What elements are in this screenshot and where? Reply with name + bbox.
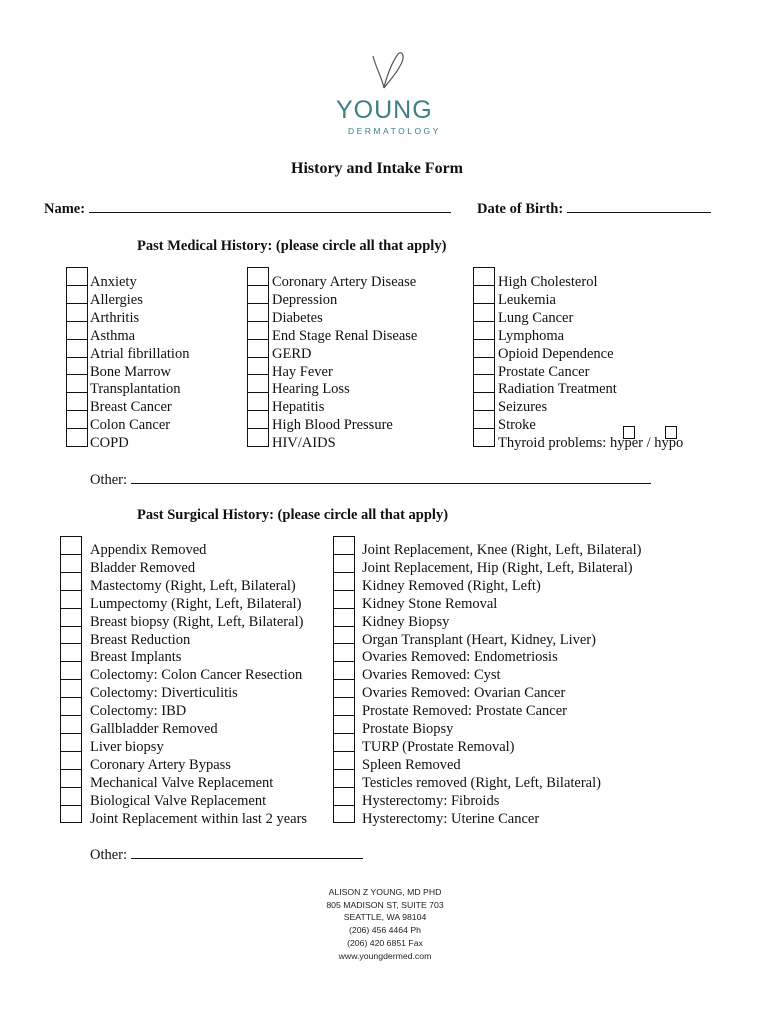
medical-col2-checkbox[interactable]	[247, 285, 269, 303]
surgical-col2-item: Prostate Removed: Prostate Cancer	[362, 703, 567, 720]
surgical-col2-checkbox[interactable]	[333, 679, 355, 697]
surgical-col1-checkbox[interactable]	[60, 751, 82, 769]
medical-col2-checkbox[interactable]	[247, 321, 269, 339]
surgical-col2-item: Ovaries Removed: Ovarian Cancer	[362, 685, 566, 702]
medical-col1-item: Anxiety	[90, 274, 137, 290]
surgical-col1-item: Liver biopsy	[90, 738, 164, 755]
surgical-col2-checkbox[interactable]	[333, 733, 355, 751]
surgical-col1-checkbox[interactable]	[60, 590, 82, 608]
form-title: History and Intake Form	[291, 160, 463, 177]
medical-col2-item: Hepatitis	[272, 399, 325, 416]
hyper-checkbox[interactable]	[623, 426, 635, 439]
surgical-col2-item: Kidney Removed (Right, Left)	[362, 577, 541, 594]
medical-col3-checkbox[interactable]	[473, 303, 495, 321]
footer-line: (206) 420 6851 Fax	[347, 937, 423, 948]
medical-col3-checkbox[interactable]	[473, 339, 495, 357]
surgical-col1-item: Colectomy: Colon Cancer Resection	[90, 667, 303, 684]
surgical-col1-item: Lumpectomy (Right, Left, Bilateral)	[90, 595, 302, 612]
surgical-col1-item: Biological Valve Replacement	[90, 792, 267, 809]
medical-col2-item: Hay Fever	[272, 363, 333, 380]
surgical-col1-item: Mastectomy (Right, Left, Bilateral)	[90, 577, 296, 594]
medical-col3-item: Leukemia	[498, 291, 556, 308]
surgical-col1-item: Coronary Artery Bypass	[90, 756, 231, 773]
medical-col3-checkbox[interactable]	[473, 357, 495, 375]
surgical-col2	[362, 542, 641, 829]
surgical-col2-checkbox[interactable]	[333, 661, 355, 679]
medical-other-label: Other:	[90, 472, 128, 488]
medical-col3-item: Lymphoma	[498, 327, 565, 344]
medical-col3-item: Prostate Cancer	[498, 363, 590, 380]
footer-line: SEATTLE, WA 98104	[343, 912, 427, 923]
medical-col2-item: Coronary Artery Disease	[272, 274, 417, 290]
medical-col1-checkbox[interactable]	[66, 428, 88, 446]
surgical-col2-checkbox[interactable]	[333, 590, 355, 608]
medical-col1-item: Atrial fibrillation	[90, 345, 190, 362]
surgical-col1-checkbox[interactable]	[60, 787, 82, 805]
surgical-col2-checkbox[interactable]	[333, 554, 355, 572]
surgical-col2-checkbox[interactable]	[333, 787, 355, 805]
surgical-col2-checkbox[interactable]	[333, 608, 355, 626]
medical-col1-item: Breast Cancer	[90, 399, 172, 416]
medical-col3-checkbox[interactable]	[473, 285, 495, 303]
surgical-col2-item: Joint Replacement, Hip (Right, Left, Bilateral)	[362, 559, 633, 576]
surgical-col2-item: Kidney Biopsy	[362, 613, 450, 630]
surgical-col1-checkbox[interactable]	[60, 715, 82, 733]
medical-col1-checkbox[interactable]	[66, 339, 88, 357]
medical-col2-item: HIV/AIDS	[272, 435, 336, 452]
footer-address	[285, 886, 485, 962]
medical-col1-item: Colon Cancer	[90, 417, 171, 434]
surgical-col2-item: Kidney Stone Removal	[362, 595, 498, 612]
medical-col2-item: End Stage Renal Disease	[272, 327, 418, 344]
medical-col3-item: Thyroid problems: hyper / hypo	[498, 435, 684, 452]
surgical-col2-checkbox[interactable]	[333, 697, 355, 715]
surgical-col1-item: Appendix Removed	[90, 542, 207, 558]
surgical-col2-item: Organ Transplant (Heart, Kidney, Liver)	[362, 631, 596, 648]
surgical-col2-item: Ovaries Removed: Cyst	[362, 667, 501, 684]
medical-col3-item: Opioid Dependence	[498, 345, 614, 362]
surgical-col2-item: Hysterectomy: Fibroids	[362, 792, 500, 809]
medical-col2-item: Depression	[272, 291, 338, 308]
medical-col1-checkbox[interactable]	[66, 357, 88, 375]
dob-field[interactable]	[567, 200, 711, 213]
surgical-col2-box-bottom	[333, 822, 355, 823]
medical-col2-item: Hearing Loss	[272, 381, 350, 398]
medical-history-heading: Past Medical History: (please circle all that apply)	[137, 238, 447, 254]
medical-col1	[90, 274, 189, 453]
medical-col3-checkbox[interactable]	[473, 321, 495, 339]
medical-col3	[498, 274, 683, 453]
surgical-col2-checkbox[interactable]	[333, 536, 355, 554]
medical-col2	[272, 274, 417, 453]
surgical-col1-item: Colectomy: IBD	[90, 703, 187, 720]
surgical-col1-item: Breast Reduction	[90, 631, 191, 648]
medical-col1-item: Arthritis	[90, 309, 140, 326]
medical-col2-checkbox[interactable]	[247, 410, 269, 428]
medical-col1-item: Allergies	[90, 291, 143, 308]
surgical-col1-checkbox[interactable]	[60, 536, 82, 554]
name-row	[44, 200, 451, 218]
medical-col1-checkbox[interactable]	[66, 285, 88, 303]
name-field[interactable]	[89, 200, 451, 213]
medical-col3-checkbox[interactable]	[473, 410, 495, 428]
medical-col2-checkbox[interactable]	[247, 392, 269, 410]
surgical-col1-checkbox[interactable]	[60, 572, 82, 590]
medical-col1-item: Transplantation	[90, 381, 181, 398]
surgical-col2-checkbox[interactable]	[333, 751, 355, 769]
medical-col3-item: Seizures	[498, 399, 548, 416]
surgical-col2-checkbox[interactable]	[333, 626, 355, 644]
medical-col1-checkbox[interactable]	[66, 321, 88, 339]
medical-col2-item: GERD	[272, 345, 312, 362]
medical-col2-checkbox[interactable]	[247, 374, 269, 392]
surgical-col1-checkbox[interactable]	[60, 769, 82, 787]
surgical-col1-checkbox[interactable]	[60, 643, 82, 661]
medical-col3-checkbox[interactable]	[473, 267, 495, 285]
surgical-col2-item: Testicles removed (Right, Left, Bilateral)	[362, 774, 601, 791]
medical-other-row	[90, 471, 651, 489]
surgical-col2-item: Hysterectomy: Uterine Cancer	[362, 810, 540, 827]
surgical-col2-checkbox[interactable]	[333, 715, 355, 733]
surgical-col1-checkbox[interactable]	[60, 554, 82, 572]
name-label: Name:	[44, 201, 86, 217]
surgical-col2-item: Spleen Removed	[362, 756, 461, 773]
surgical-col1	[90, 542, 307, 829]
medical-col1-checkbox[interactable]	[66, 374, 88, 392]
medical-col1-item: Asthma	[90, 327, 136, 344]
surgical-col1-checkbox[interactable]	[60, 608, 82, 626]
medical-col2-box-bottom	[247, 446, 269, 447]
medical-col2-checkbox[interactable]	[247, 357, 269, 375]
logo	[330, 48, 440, 138]
medical-col3-item: Radiation Treatment	[498, 381, 617, 398]
surgical-col2-item: Prostate Biopsy	[362, 721, 454, 738]
medical-col2-checkbox[interactable]	[247, 303, 269, 321]
medical-col3-item: High Cholesterol	[498, 274, 598, 290]
surgical-col1-item: Colectomy: Diverticulitis	[90, 685, 238, 702]
medical-col3-item: Lung Cancer	[498, 309, 574, 326]
medical-col2-checkbox[interactable]	[247, 267, 269, 285]
surgical-col2-item: Ovaries Removed: Endometriosis	[362, 649, 558, 666]
surgical-col1-checkbox[interactable]	[60, 697, 82, 715]
medical-col2-checkbox[interactable]	[247, 339, 269, 357]
logo-subtitle: DERMATOLOGY	[348, 126, 441, 136]
footer-line: (206) 456 4464 Ph	[349, 925, 421, 936]
surgical-col1-item: Gallbladder Removed	[90, 721, 218, 738]
surgical-col1-item: Breast Implants	[90, 649, 182, 666]
medical-col2-item: High Blood Pressure	[272, 417, 393, 434]
surgical-col2-checkbox[interactable]	[333, 805, 355, 823]
surgical-col1-checkbox[interactable]	[60, 679, 82, 697]
surgical-col1-checkbox[interactable]	[60, 626, 82, 644]
medical-col1-checkbox[interactable]	[66, 303, 88, 321]
surgical-other-field[interactable]	[131, 846, 363, 859]
medical-col1-box-bottom	[66, 446, 88, 447]
medical-col1-checkbox[interactable]	[66, 392, 88, 410]
surgical-col2-item: TURP (Prostate Removal)	[362, 738, 515, 755]
medical-col3-checkbox[interactable]	[473, 374, 495, 392]
surgical-col2-item: Joint Replacement, Knee (Right, Left, Bilateral)	[362, 542, 642, 558]
surgical-col2-checkbox[interactable]	[333, 769, 355, 787]
medical-col1-checkbox[interactable]	[66, 267, 88, 285]
surgical-col2-checkbox[interactable]	[333, 643, 355, 661]
surgical-col1-item: Bladder Removed	[90, 559, 196, 576]
surgical-other-row	[90, 846, 363, 864]
medical-col2-item: Diabetes	[272, 309, 323, 326]
medical-col3-checkbox[interactable]	[473, 392, 495, 410]
surgical-history-heading: Past Surgical History: (please circle all that apply)	[137, 507, 449, 523]
surgical-col1-checkbox[interactable]	[60, 805, 82, 823]
medical-col3-item: Stroke	[498, 417, 536, 434]
surgical-other-label: Other:	[90, 847, 128, 863]
hypo-checkbox[interactable]	[665, 426, 677, 439]
medical-col3-box-bottom	[473, 446, 495, 447]
medical-col3-checkbox[interactable]	[473, 428, 495, 446]
footer-line: 805 MADISON ST, SUITE 703	[326, 899, 444, 910]
dob-label: Date of Birth:	[477, 201, 564, 217]
logo-mark-icon	[330, 48, 440, 96]
dob-row	[477, 200, 711, 218]
medical-col1-item: COPD	[90, 435, 129, 452]
surgical-col1-box-bottom	[60, 822, 82, 823]
surgical-col2-checkbox[interactable]	[333, 572, 355, 590]
surgical-col1-item: Breast biopsy (Right, Left, Bilateral)	[90, 613, 304, 630]
medical-col1-item: Bone Marrow	[90, 363, 171, 380]
surgical-col1-checkbox[interactable]	[60, 733, 82, 751]
medical-col1-checkbox[interactable]	[66, 410, 88, 428]
footer-line: ALISON Z YOUNG, MD PHD	[328, 887, 442, 897]
surgical-col1-item: Mechanical Valve Replacement	[90, 774, 274, 791]
medical-col2-checkbox[interactable]	[247, 428, 269, 446]
logo-wordmark: YOUNG	[336, 96, 433, 124]
medical-other-field[interactable]	[131, 471, 651, 484]
surgical-col1-item: Joint Replacement within last 2 years	[90, 810, 308, 827]
surgical-col1-checkbox[interactable]	[60, 661, 82, 679]
footer-line: www.youngdermed.com	[338, 950, 432, 961]
